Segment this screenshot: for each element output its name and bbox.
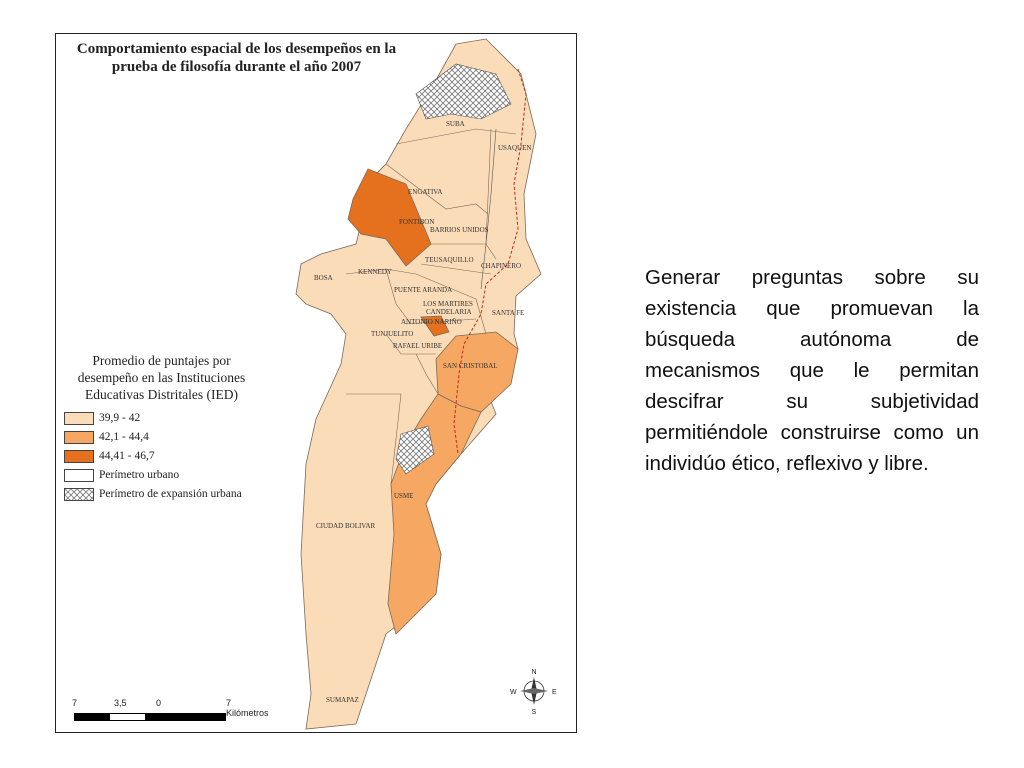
locality-label: FONTIBON [399,218,435,226]
compass-w: W [510,689,517,696]
legend-swatch-hatch [64,488,94,501]
legend-swatch [64,450,94,463]
locality-label: BARRIOS UNIDOS [430,226,489,234]
scale-label: 7 Kilómetros [226,698,269,718]
locality-label: ENGATIVA [408,188,443,196]
legend [64,352,274,504]
locality-label: CIUDAD BOLIVAR [316,522,376,530]
locality-label: LOS MARTIRES [423,300,473,308]
locality-label: USAQUEN [498,144,532,152]
map-frame [55,33,577,733]
scale-label: 0 [156,698,162,708]
legend-title: Promedio de puntajes por desempeño en las Instituciones Educativas Distritales (IED) [77,353,246,402]
legend-label: Perímetro urbano [99,469,180,481]
legend-item [64,428,274,446]
legend-label: Perímetro de expansión urbana [99,488,242,500]
body-text: Generar preguntas sobre su existencia que promuevan la búsqueda autónoma de mecanismos que le permitan descifrar su subjetividad permitiéndole construirse como un individúo ético, reflexivo y libre. [645,266,979,475]
legend-item [64,466,274,484]
legend-swatch [64,469,94,482]
locality-label: TEUSAQUILLO [425,256,474,264]
legend-swatch [64,431,94,444]
legend-item [64,409,274,427]
locality-label: SUMAPAZ [326,696,359,704]
locality-label: CANDELARIA [426,308,472,316]
scale-label: 7 [72,698,78,708]
scale-label: 3,5 [114,698,127,708]
compass-e: E [552,689,557,696]
locality-label: KENNEDY [358,268,392,276]
locality-label: USME [394,492,414,500]
legend-item [64,447,274,465]
compass-n: N [531,669,537,676]
legend-label: 42,1 - 44,4 [99,431,149,443]
locality-label: SANTA FE [492,309,525,317]
legend-label: 39,9 - 42 [99,412,141,424]
legend-swatch [64,412,94,425]
locality-label: TUNJUELITO [371,330,414,338]
compass-rose [510,669,557,716]
locality-label: SAN CRISTOBAL [443,362,498,370]
locality-label: SUBA [446,120,465,128]
legend-label: 44,41 - 46,7 [99,450,155,462]
locality-label: BOSA [314,274,333,282]
map-title: Comportamiento espacial de los desempeños en la prueba de filosofía durante el año 2007 [76,41,397,75]
locality-label: CHAPINERO [481,262,522,270]
compass-s: S [531,709,537,716]
locality-label: PUENTE ARANDA [394,286,453,294]
locality-label: ANTONIO NARIÑO [401,318,462,326]
locality-label: RAFAEL URIBE [393,342,443,350]
scale-bar [68,698,268,728]
legend-item [64,485,274,503]
